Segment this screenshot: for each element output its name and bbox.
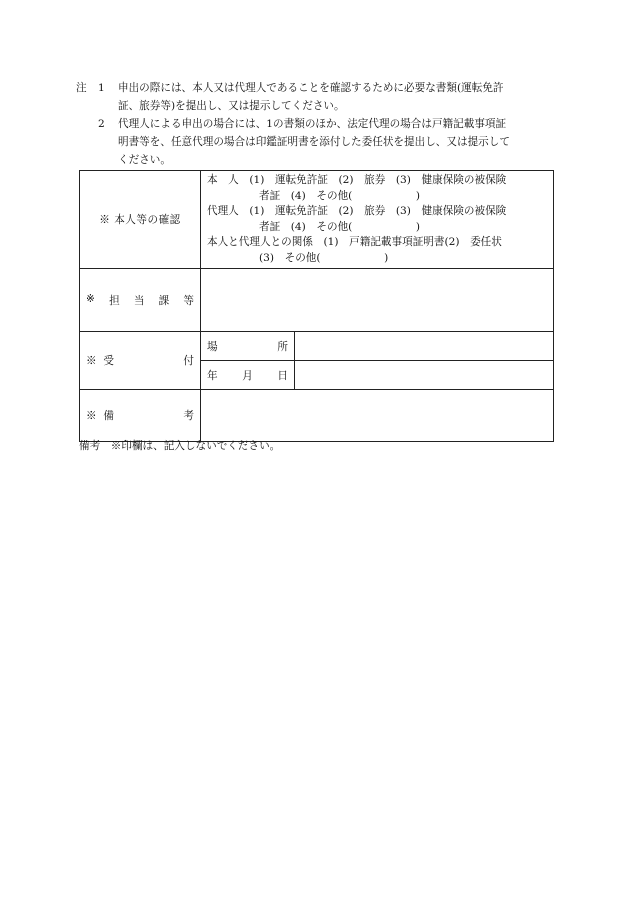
tanto-mark: ※ [86, 292, 95, 305]
note-2-line-1 [98, 115, 582, 133]
note-1-line-2 [118, 97, 602, 115]
confirm-kankei: 本人と代理人との関係 (1) 戸籍記載事項証明書(2) 委任状 [207, 236, 502, 248]
biko-char-2: 考 [183, 410, 194, 422]
uketsuke-header-cell [80, 332, 201, 390]
tanto-char-1: 担 [109, 294, 120, 307]
confirm-honnin-cont: 者証 (4) その他( ) [259, 189, 420, 202]
confirm-kankei-cont: (3) その他( ) [259, 251, 389, 264]
tanto-row [80, 269, 554, 332]
confirm-header-cell [80, 171, 201, 269]
note-1-text-1: 申出の際には、本人又は代理人であることを確認するために必要な書類(運転免許 [118, 82, 504, 94]
confirm-honnin: 本 人 (1) 運転免許証 (2) 旅券 (3) 健康保険の被保険 [207, 174, 507, 186]
date-year: 年 [207, 369, 218, 382]
biko-row [80, 390, 554, 442]
note-2-text-2: 明書等を、任意代理の場合は印鑑証明書を添付した委任状を提出し、又は提示して [118, 136, 510, 148]
date-label-cell [201, 361, 295, 390]
biko-char-1: 備 [103, 410, 114, 422]
tanto-char-3: 課 [158, 294, 170, 307]
tanto-char-4: 等 [183, 294, 194, 307]
date-month: 月 [242, 369, 253, 382]
uketsuke-mark: ※ [86, 355, 97, 367]
note-2-text-3: ください。 [118, 154, 171, 166]
footer-remark: 備考 ※印欄は、記入しないでください。 [79, 440, 281, 452]
note-1-number: 1 [98, 82, 105, 94]
biko-value-cell[interactable] [201, 390, 554, 442]
confirm-dairi: 代理人 (1) 運転免許証 (2) 旅券 (3) 健康保険の被保険 [207, 205, 507, 217]
confirmation-form-table [79, 170, 554, 442]
note-1-text-2: 証、旅券等)を提出し、又は提示してください。 [118, 100, 345, 112]
confirm-dairi-cont: 者証 (4) その他( ) [259, 220, 420, 233]
date-day: 日 [277, 369, 288, 382]
basho-value-cell[interactable] [295, 332, 554, 361]
note-2-line-2 [118, 133, 602, 151]
confirm-header: ※ 本人等の確認 [99, 214, 181, 226]
confirm-content-cell[interactable] [201, 171, 554, 269]
tanto-char-2: 当 [133, 294, 145, 307]
date-value-cell[interactable] [295, 361, 554, 390]
note-2-text-1: 代理人による申出の場合には、1の書類のほか、法定代理の場合は戸籍記載事項証 [118, 118, 507, 130]
confirm-row [80, 171, 554, 269]
biko-header-cell [80, 390, 201, 442]
note-label: 注 [76, 82, 87, 94]
uketsuke-char-2: 付 [183, 355, 194, 367]
uketsuke-row-1 [80, 332, 554, 361]
uketsuke-char-1: 受 [103, 355, 114, 367]
note-2-number: 2 [98, 118, 105, 130]
note-1-line-1 [76, 79, 560, 97]
tanto-header-cell [80, 269, 201, 332]
basho-char-2: 所 [277, 340, 288, 353]
note-2-line-3 [118, 151, 602, 169]
basho-char-1: 場 [207, 340, 218, 353]
tanto-value-cell[interactable] [201, 269, 554, 332]
biko-mark: ※ [86, 410, 97, 422]
basho-label-cell [201, 332, 295, 361]
